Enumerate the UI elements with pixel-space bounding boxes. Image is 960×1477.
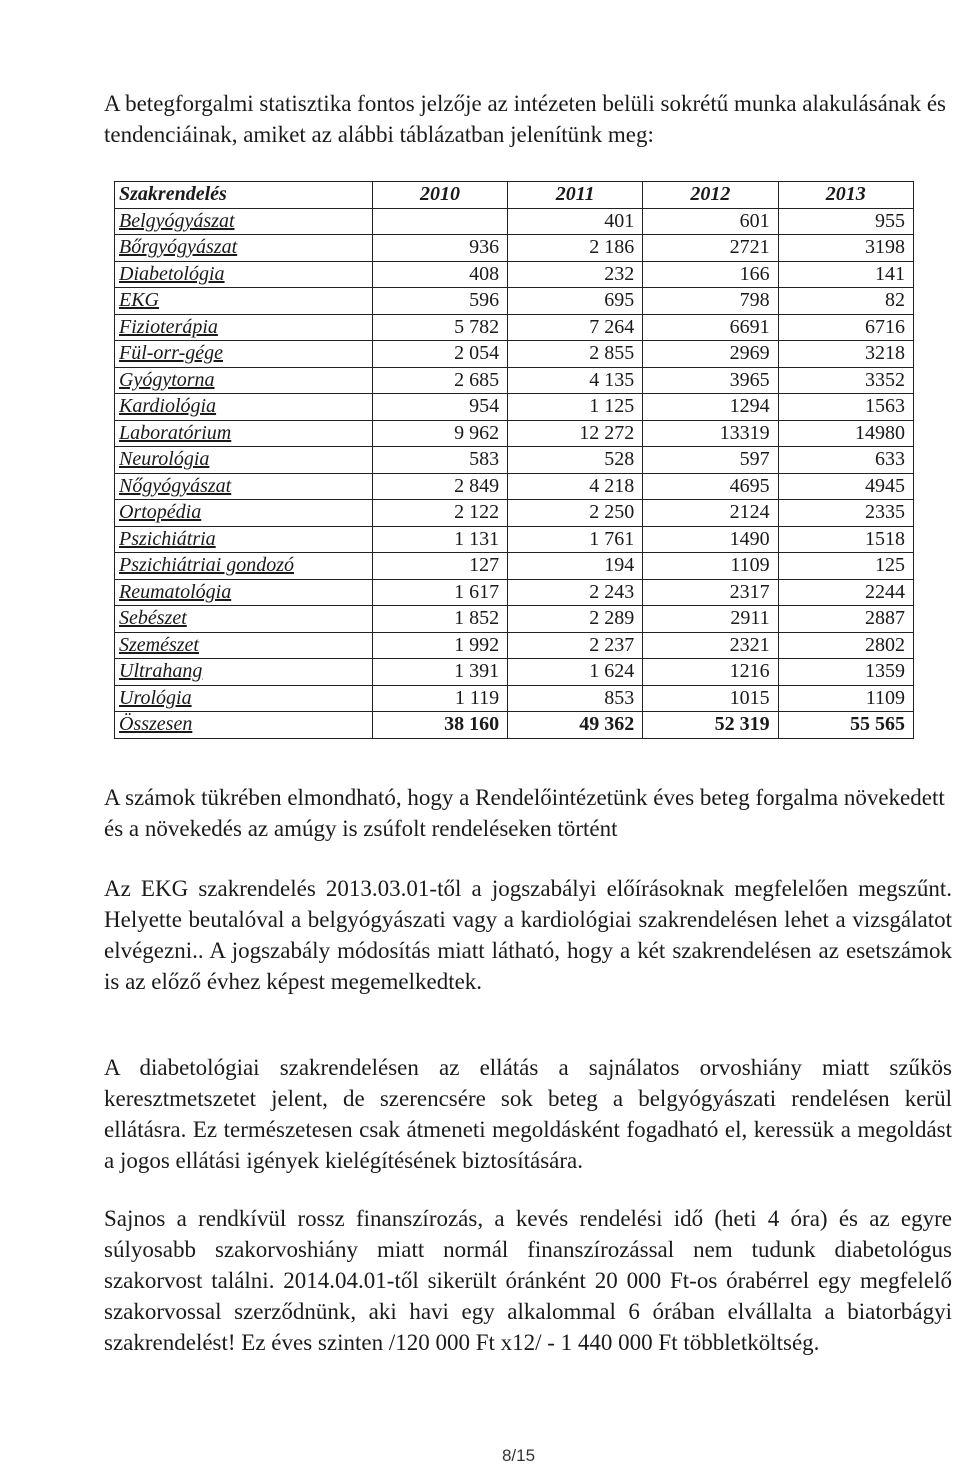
year-value-2012: 2321 bbox=[643, 632, 778, 659]
year-value-2010: 1 391 bbox=[372, 659, 507, 686]
patient-statistics-table bbox=[114, 181, 914, 739]
year-value-2010: 9 962 bbox=[372, 420, 507, 447]
year-value-2010: 127 bbox=[372, 553, 507, 580]
year-value-2010: 2 054 bbox=[372, 341, 507, 368]
year-value-2011: 1 761 bbox=[508, 526, 643, 553]
year-value-2010: 936 bbox=[372, 235, 507, 262]
table-row bbox=[115, 553, 914, 580]
paragraph-diabetology: A diabetológiai szakrendelésen az ellátás a sajnálatos orvoshiány miatt szűkös keresztmetszetet jelent, de szerencsére sok beteg a belgyógyászati rendelésen kerül ellátásra. Ez természetesen csak átmeneti megoldásként fogadható el, keressük a megoldást a jogos ellátási igények kielégítésének biztosítására. bbox=[104, 1055, 952, 1173]
year-value-2010: 583 bbox=[372, 447, 507, 474]
year-value-2013: 633 bbox=[778, 447, 913, 474]
year-value-2010: 408 bbox=[372, 261, 507, 288]
year-value-2010: 5 782 bbox=[372, 314, 507, 341]
year-value-2010: 1 992 bbox=[372, 632, 507, 659]
year-value-2011: 401 bbox=[508, 208, 643, 235]
year-value-2012: 601 bbox=[643, 208, 778, 235]
department-name: EKG bbox=[115, 288, 373, 315]
table-row bbox=[115, 341, 914, 368]
table-total-row bbox=[115, 712, 914, 739]
year-value-2011: 2 243 bbox=[508, 579, 643, 606]
table-row bbox=[115, 606, 914, 633]
intro-paragraph: A betegforgalmi statisztika fontos jelzője az intézeten belüli sokrétű munka alakulásának és tendenciáinak, amiket az alábbi táblázatban jelenítünk meg: bbox=[104, 91, 946, 147]
department-name: Pszichiátria bbox=[115, 526, 373, 553]
year-value-2013: 955 bbox=[778, 208, 913, 235]
year-value-2013: 3198 bbox=[778, 235, 913, 262]
year-value-2010: 1 119 bbox=[372, 685, 507, 712]
header-year-2011: 2011 bbox=[508, 182, 643, 209]
year-value-2011: 12 272 bbox=[508, 420, 643, 447]
year-value-2013: 1518 bbox=[778, 526, 913, 553]
department-name: Összesen bbox=[115, 712, 373, 739]
year-value-2011: 7 264 bbox=[508, 314, 643, 341]
table-row bbox=[115, 685, 914, 712]
page-number: 8/15 bbox=[501, 1446, 536, 1465]
year-value-2010: 2 122 bbox=[372, 500, 507, 527]
year-value-2011: 1 624 bbox=[508, 659, 643, 686]
table-row bbox=[115, 500, 914, 527]
year-value-2012: 2317 bbox=[643, 579, 778, 606]
year-value-2013: 55 565 bbox=[778, 712, 913, 739]
year-value-2012: 2969 bbox=[643, 341, 778, 368]
department-name: Neurológia bbox=[115, 447, 373, 474]
year-value-2012: 597 bbox=[643, 447, 778, 474]
department-name: Fizioterápia bbox=[115, 314, 373, 341]
year-value-2011: 232 bbox=[508, 261, 643, 288]
year-value-2013: 2335 bbox=[778, 500, 913, 527]
table-row bbox=[115, 420, 914, 447]
year-value-2011: 2 855 bbox=[508, 341, 643, 368]
year-value-2013: 4945 bbox=[778, 473, 913, 500]
year-value-2013: 2244 bbox=[778, 579, 913, 606]
year-value-2013: 1109 bbox=[778, 685, 913, 712]
department-name: Pszichiátriai gondozó bbox=[115, 553, 373, 580]
year-value-2010: 38 160 bbox=[372, 712, 507, 739]
department-name: Urológia bbox=[115, 685, 373, 712]
year-value-2011: 4 218 bbox=[508, 473, 643, 500]
department-name: Ortopédia bbox=[115, 500, 373, 527]
year-value-2011: 1 125 bbox=[508, 394, 643, 421]
year-value-2011: 2 186 bbox=[508, 235, 643, 262]
year-value-2011: 49 362 bbox=[508, 712, 643, 739]
year-value-2010: 954 bbox=[372, 394, 507, 421]
year-value-2013: 6716 bbox=[778, 314, 913, 341]
year-value-2011: 4 135 bbox=[508, 367, 643, 394]
department-name: Gyógytorna bbox=[115, 367, 373, 394]
header-year-2013: 2013 bbox=[778, 182, 913, 209]
year-value-2013: 3352 bbox=[778, 367, 913, 394]
year-value-2011: 695 bbox=[508, 288, 643, 315]
year-value-2011: 853 bbox=[508, 685, 643, 712]
year-value-2013: 2887 bbox=[778, 606, 913, 633]
year-value-2013: 125 bbox=[778, 553, 913, 580]
year-value-2010: 2 849 bbox=[372, 473, 507, 500]
year-value-2013: 2802 bbox=[778, 632, 913, 659]
year-value-2011: 528 bbox=[508, 447, 643, 474]
year-value-2013: 1563 bbox=[778, 394, 913, 421]
year-value-2012: 166 bbox=[643, 261, 778, 288]
year-value-2011: 194 bbox=[508, 553, 643, 580]
year-value-2012: 1294 bbox=[643, 394, 778, 421]
year-value-2010: 2 685 bbox=[372, 367, 507, 394]
year-value-2012: 798 bbox=[643, 288, 778, 315]
department-name: Sebészet bbox=[115, 606, 373, 633]
year-value-2012: 4695 bbox=[643, 473, 778, 500]
table-row bbox=[115, 367, 914, 394]
year-value-2012: 1015 bbox=[643, 685, 778, 712]
table-row bbox=[115, 288, 914, 315]
table-row bbox=[115, 659, 914, 686]
year-value-2012: 2911 bbox=[643, 606, 778, 633]
year-value-2012: 3965 bbox=[643, 367, 778, 394]
header-year-2012: 2012 bbox=[643, 182, 778, 209]
year-value-2012: 1216 bbox=[643, 659, 778, 686]
paragraph-financing: Sajnos a rendkívül rossz finanszírozás, a kevés rendelési idő (heti 4 óra) és az egyre súlyosabb szakorvoshiány miatt normál finanszírozással nem tudunk diabetológus szakorvost találni. 2014.04.01-től sikerült óránként 20 000 Ft-os órabérrel egy megfelelő szakorvossal szerződnünk, aki havi egy alkalommal 6 órában elvállalta a biatorbágyi szakrendelést! Ez éves szinten /120 000 Ft x12/ - 1 440 000 Ft többletköltség. bbox=[104, 1206, 952, 1355]
paragraph-ekg: Az EKG szakrendelés 2013.03.01-től a jogszabályi előírásoknak megfelelően megszűnt. Helyette beutalóval a belgyógyászati vagy a kardiológiai szakrendelésen lehet a vizsgálatot elvégezni.. A jogszabály módosítás miatt látható, hogy a két szakrendelésen az esetszámok is az előző évhez képest megemelkedtek. bbox=[104, 876, 952, 994]
year-value-2013: 3218 bbox=[778, 341, 913, 368]
year-value-2013: 1359 bbox=[778, 659, 913, 686]
year-value-2012: 1109 bbox=[643, 553, 778, 580]
table-row bbox=[115, 473, 914, 500]
table-row bbox=[115, 208, 914, 235]
table-row bbox=[115, 261, 914, 288]
department-name: Ultrahang bbox=[115, 659, 373, 686]
table-row bbox=[115, 447, 914, 474]
department-name: Bőrgyógyászat bbox=[115, 235, 373, 262]
year-value-2010 bbox=[372, 208, 507, 235]
year-value-2012: 6691 bbox=[643, 314, 778, 341]
table-body bbox=[115, 208, 914, 738]
paragraph-summary: A számok tükrében elmondható, hogy a Rendelőintézetünk éves beteg forgalma növekedett és a növekedés az amúgy is zsúfolt rendeléseken történt bbox=[104, 785, 945, 841]
department-name: Reumatológia bbox=[115, 579, 373, 606]
header-department: Szakrendelés bbox=[115, 182, 373, 209]
year-value-2010: 1 131 bbox=[372, 526, 507, 553]
year-value-2011: 2 250 bbox=[508, 500, 643, 527]
year-value-2010: 1 852 bbox=[372, 606, 507, 633]
department-name: Diabetológia bbox=[115, 261, 373, 288]
department-name: Kardiológia bbox=[115, 394, 373, 421]
year-value-2012: 2721 bbox=[643, 235, 778, 262]
table-header-row bbox=[115, 182, 914, 209]
year-value-2010: 1 617 bbox=[372, 579, 507, 606]
department-name: Fül-orr-gége bbox=[115, 341, 373, 368]
year-value-2013: 14980 bbox=[778, 420, 913, 447]
department-name: Laboratórium bbox=[115, 420, 373, 447]
year-value-2013: 141 bbox=[778, 261, 913, 288]
year-value-2012: 2124 bbox=[643, 500, 778, 527]
year-value-2012: 13319 bbox=[643, 420, 778, 447]
table-row bbox=[115, 235, 914, 262]
year-value-2011: 2 289 bbox=[508, 606, 643, 633]
table-row bbox=[115, 632, 914, 659]
department-name: Belgyógyászat bbox=[115, 208, 373, 235]
department-name: Szemészet bbox=[115, 632, 373, 659]
department-name: Nőgyógyászat bbox=[115, 473, 373, 500]
header-year-2010: 2010 bbox=[372, 182, 507, 209]
table-row bbox=[115, 526, 914, 553]
table-row bbox=[115, 314, 914, 341]
year-value-2010: 596 bbox=[372, 288, 507, 315]
year-value-2012: 1490 bbox=[643, 526, 778, 553]
year-value-2011: 2 237 bbox=[508, 632, 643, 659]
year-value-2013: 82 bbox=[778, 288, 913, 315]
table-row bbox=[115, 394, 914, 421]
year-value-2012: 52 319 bbox=[643, 712, 778, 739]
table-row bbox=[115, 579, 914, 606]
